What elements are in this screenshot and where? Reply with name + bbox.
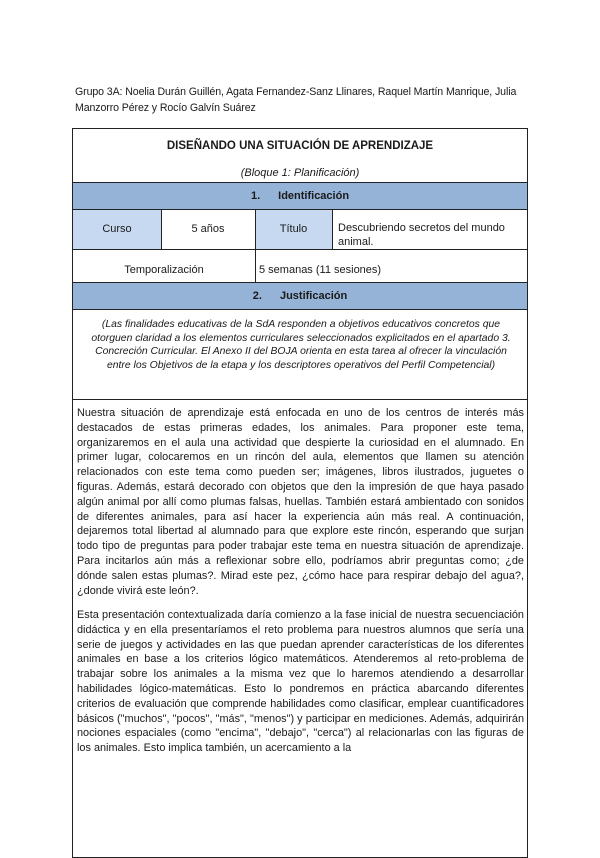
titulo-label: Título (279, 223, 308, 235)
rule (161, 209, 162, 249)
rule (73, 399, 527, 400)
section-2-title: Justificación (279, 290, 348, 302)
curso-label: Curso (102, 223, 132, 235)
justification-paragraph-1: Nuestra situación de aprendizaje está enfocada en uno de los centros de interés más destacados de estas primeras edades, los animales. Para proponer este tema, organizaremos en el aula una actividad que despierte la curiosidad en el alumnado. En primer lugar, colocaremos en un rincón del aula, elementos que llamen su atención relacionados con este tema como pueden ser; imágenes, libros ilustrados, juguetes o figuras. Además, estará decorado con objetos que den la impresión de que haya pasado algún animal por allí como plumas falsas, huellas. También estará ambientado con sonidos de diferentes animales, para así hacer la experiencia aún más real. A continuación, dejaremos total libertad al alumnado para que explore este rincón, esperando que surjan todo tipo de preguntas para poder trabajar este tema en nuestra situación de aprendizaje. Para incitarlos aún más a reflexionar sobre ello, podríamos abrir preguntas como; ¿de dónde salen estas plumas?. Mirad este pez, ¿cómo hace para respirar debajo del agua?, ¿donde vivirá este león?. (77, 407, 524, 597)
rule (255, 209, 256, 282)
rule (73, 249, 527, 250)
block-subtitle: (Bloque 1: Planificación) (240, 167, 360, 179)
rule (73, 282, 527, 283)
section-1-header (73, 182, 527, 209)
curso-value: 5 años (191, 223, 225, 235)
temporalizacion-label: Temporalización (124, 264, 204, 276)
justification-paragraph-2: Esta presentación contextualizada daría comienzo a la fase inicial de nuestra secuenciación didáctica y en ella presentaríamos el reto problema para nuestros alumnos que sería una serie de juegos y actividades en las que puedan aprender características de los diferentes animales en base a los criterios lógico matemáticos. Atenderemos al reto-problema de trabajar sobre los animales a la misma vez que lo haremos atendiendo a desarrollar habilidades lógico-matemáticas. Esto lo pondremos en práctica abarcando diferentes criterios de evaluación que comprende habilidades como clasificar, emplear cuantificadores básicos ("muchos", "pocos", "más", "menos") y participar en mediciones. Además, adquirirán nociones espaciales (como "encima", "debajo", "cerca") al relacionarlas con las figuras de los animales. Esto implica también, un acercamiento a la (77, 609, 524, 755)
section-2-header (73, 282, 527, 309)
rule (73, 209, 527, 210)
section-1-title: Identificación (278, 190, 350, 202)
temporalizacion-value: 5 semanas (11 sesiones) (259, 264, 382, 276)
titulo-value: Descubriendo secretos del mundo animal. (338, 222, 505, 248)
section-2-number: 2. (252, 290, 262, 302)
rule (73, 182, 527, 183)
document-title: DISEÑANDO UNA SITUACIÓN DE APRENDIZAJE (166, 140, 434, 152)
justification-guidance: (Las finalidades educativas de la SdA responden a objetivos educativos concretos que otorguen claridad a los elementos curriculares seleccionados explicitados en el apartado 3. Concreción Curricular. El Anexo II del BOJA orienta en esta tarea al ofrecer la vinculación entre los Objetivos de la etapa y los descriptores operativos del Perfil Competencial) (91, 319, 511, 372)
planning-table (72, 128, 528, 858)
authors-line: Grupo 3A: Noelia Durán Guillén, Agata Fernandez-Sanz Llinares, Raquel Martín Manrique, Julia Manzorro Pérez y Rocío Galvín Suárez (75, 86, 517, 114)
rule (73, 309, 527, 310)
rule (332, 209, 333, 249)
section-1-number: 1. (250, 190, 261, 202)
